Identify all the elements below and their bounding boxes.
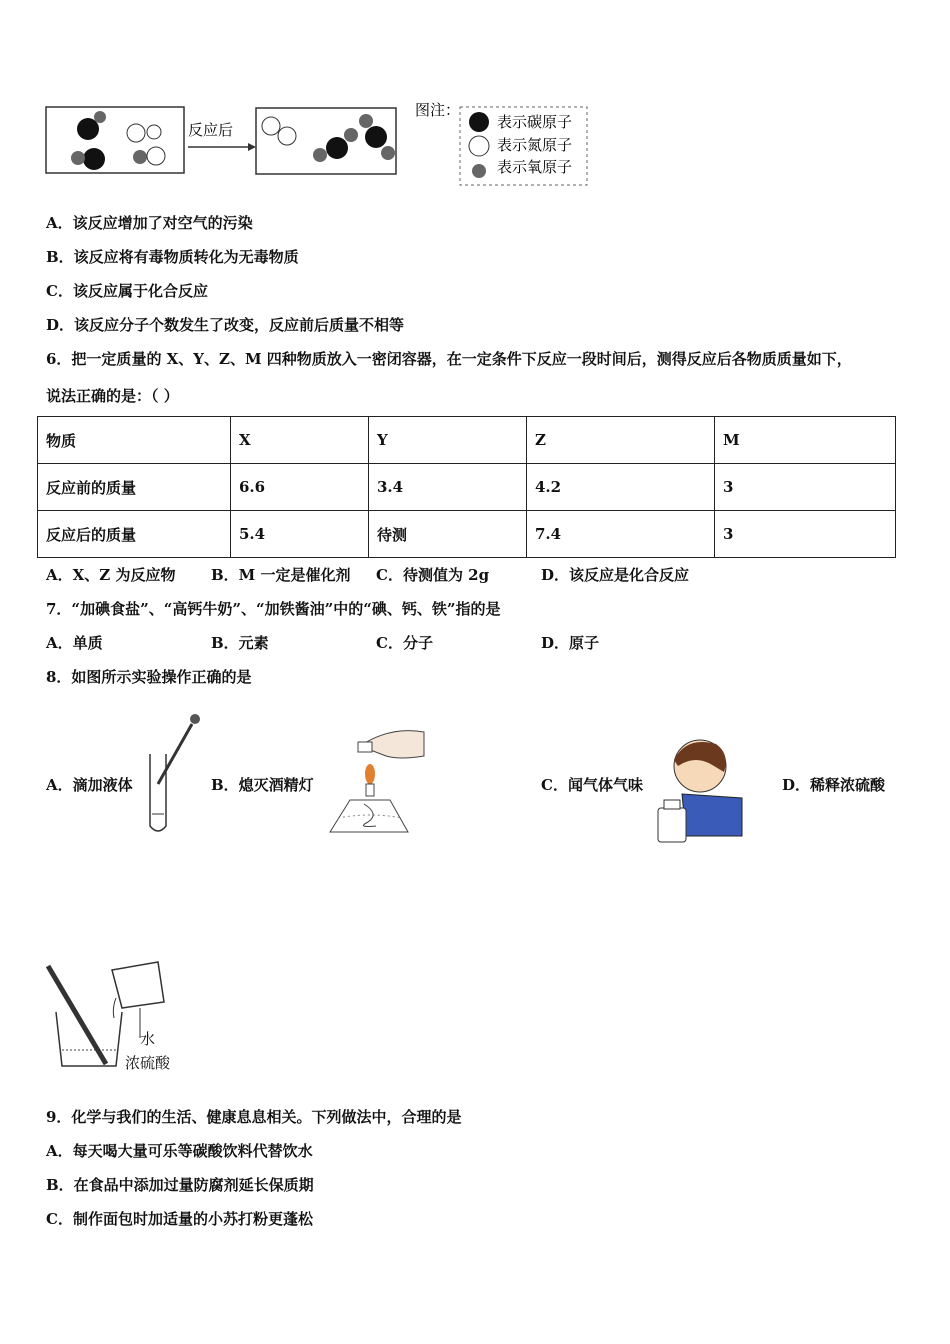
label-water: 水 [140, 1030, 156, 1048]
table-cell: 3 [715, 511, 896, 558]
q7-option-d: D．原子 [541, 634, 600, 652]
table-header-row [38, 417, 896, 464]
table-row [38, 464, 896, 511]
q7-option-b: B．元素 [211, 634, 269, 652]
table-cell: 反应后的质量 [38, 511, 231, 558]
table-cell: 3.4 [369, 464, 527, 511]
table-cell: Z [527, 417, 715, 464]
q7-option-c: C．分子 [376, 634, 433, 652]
after-molecules [262, 114, 395, 162]
table-cell: 4.2 [527, 464, 715, 511]
legend-carbon: 表示碳原子 [497, 113, 573, 131]
alcohol-lamp-illustration [320, 722, 430, 842]
q6-option-d: D．该反应是化合反应 [541, 566, 690, 584]
table-cell: M [715, 417, 896, 464]
table-cell: 待测 [369, 511, 527, 558]
q8-option-b: B．熄灭酒精灯 [211, 776, 314, 794]
table-cell: X [231, 417, 369, 464]
q9-option-a: A．每天喝大量可乐等碳酸饮料代替饮水 [46, 1142, 313, 1160]
q5-option-a: A．该反应增加了对空气的污染 [46, 214, 253, 232]
q6-stem-2: 说法正确的是：（ ） [46, 387, 179, 405]
q6-table [37, 416, 896, 558]
q5-option-d: D．该反应分子个数发生了改变，反应前后质量不相等 [46, 316, 405, 334]
smelling-gas-illustration [656, 736, 746, 844]
table-cell: Y [369, 417, 527, 464]
q8-option-a: A．滴加液体 [46, 776, 133, 794]
q7-option-a: A．单质 [46, 634, 103, 652]
q8-stem: 8．如图所示实验操作正确的是 [46, 668, 252, 686]
q6-stem-1: 6．把一定质量的 X、Y、Z、M 四种物质放入一密闭容器，在一定条件下反应一段时间后，测得反应后各物质质量如下， [46, 350, 852, 368]
q9-option-b: B．在食品中添加过量防腐剂延长保质期 [46, 1176, 314, 1194]
label-concentrated-acid: 浓硫酸 [125, 1054, 171, 1072]
table-row [38, 511, 896, 558]
arrow-label: 反应后 [188, 121, 234, 139]
q9-stem: 9．化学与我们的生活、健康息息相关。下列做法中，合理的是 [46, 1108, 462, 1126]
table-cell: 3 [715, 464, 896, 511]
table-cell: 反应前的质量 [38, 464, 231, 511]
dropper-test-tube-illustration [140, 710, 204, 836]
q9-option-c: C．制作面包时加适量的小苏打粉更蓬松 [46, 1210, 313, 1228]
table-cell: 5.4 [231, 511, 369, 558]
before-box [46, 107, 184, 173]
table-cell: 物质 [38, 417, 231, 464]
q8-option-d: D．稀释浓硫酸 [782, 776, 886, 794]
reaction-diagram [40, 95, 600, 195]
table-cell: 6.6 [231, 464, 369, 511]
q5-option-c: C．该反应属于化合反应 [46, 282, 208, 300]
q7-stem: 7．“加碘食盐”、“高钙牛奶”、“加铁酱油”中的“碘、钙、铁”指的是 [46, 600, 501, 618]
q6-option-a: A．X、Z 为反应物 [46, 566, 176, 584]
legend-oxygen: 表示氧原子 [497, 158, 573, 176]
q5-option-b: B．该反应将有毒物质转化为无毒物质 [46, 248, 299, 266]
table-cell: 7.4 [527, 511, 715, 558]
q8-option-c: C．闻气体气味 [541, 776, 643, 794]
legend-title: 图注： [415, 101, 461, 119]
before-molecules [71, 111, 165, 170]
q6-option-b: B．M 一定是催化剂 [211, 566, 351, 584]
legend-nitrogen: 表示氮原子 [497, 136, 573, 154]
q6-option-c: C．待测值为 2g [376, 566, 490, 584]
